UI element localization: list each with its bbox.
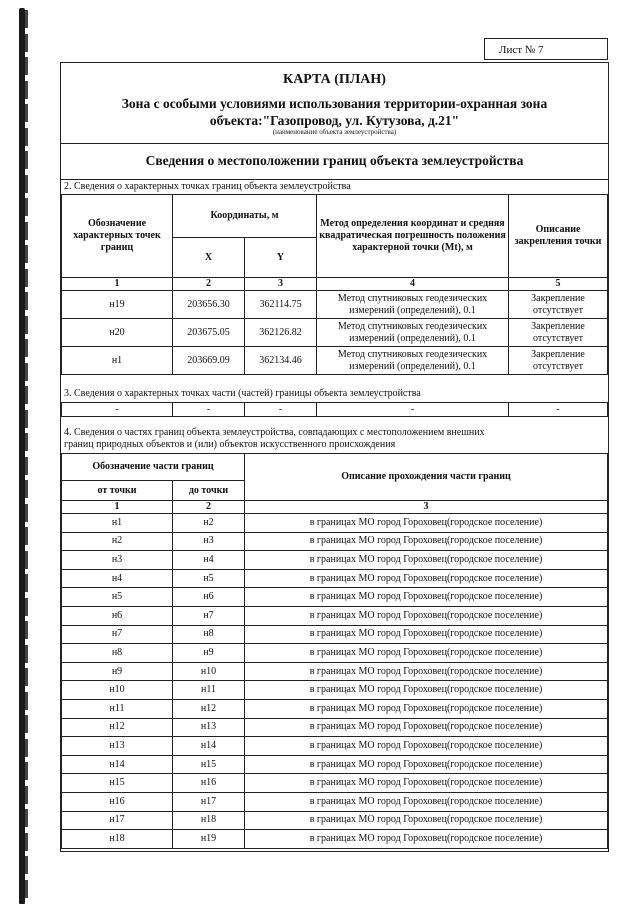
- binding-ring: [19, 361, 25, 387]
- sheet-number: Лист № 7: [484, 38, 608, 60]
- table-row: [62, 514, 608, 533]
- binding-ring: [19, 643, 25, 669]
- coord-x: 203656.30: [173, 291, 245, 319]
- boundary-points-table: [61, 194, 608, 375]
- binding-ring: [19, 243, 25, 269]
- binding-ring: [19, 267, 25, 293]
- part-description: в границах МО город Гороховец(городское поселение): [245, 830, 608, 849]
- object-caption: (наименование объекта землеустройства): [272, 128, 397, 136]
- binding-ring: [19, 79, 25, 105]
- binding-ring: [19, 878, 25, 904]
- binding-ring: [19, 314, 25, 340]
- table-row: [62, 662, 608, 681]
- from-point: н6: [62, 606, 173, 625]
- coord-x: 203669.09: [173, 347, 245, 375]
- part-description: в границах МО город Гороховец(городское поселение): [245, 699, 608, 718]
- binding-ring: [19, 760, 25, 786]
- part-description: в границах МО город Гороховец(городское поселение): [245, 737, 608, 756]
- to-point: н2: [173, 514, 245, 533]
- header-description: Описание закрепления точки: [509, 195, 608, 278]
- column-number: 3: [245, 501, 608, 514]
- binding-ring: [19, 666, 25, 692]
- table-row: [62, 718, 608, 737]
- table-row: [62, 291, 608, 319]
- header-x: X: [173, 238, 245, 278]
- table-row: [62, 644, 608, 663]
- binding-ring: [19, 619, 25, 645]
- part-points-table: [61, 402, 608, 417]
- binding-ring: [19, 102, 25, 128]
- column-number: 5: [509, 278, 608, 291]
- from-point: н17: [62, 811, 173, 830]
- binding-ring: [19, 807, 25, 833]
- part-description: в границах МО город Гороховец(городское поселение): [245, 792, 608, 811]
- part-description: в границах МО город Гороховец(городское поселение): [245, 774, 608, 793]
- binding-ring: [19, 784, 25, 810]
- table-row: [62, 699, 608, 718]
- point-name: н19: [62, 291, 173, 319]
- from-point: н2: [62, 532, 173, 551]
- binding-ring: [19, 337, 25, 363]
- coord-y: 362134.46: [245, 347, 317, 375]
- method: Метод спутниковых геодезических измерений (определений), 0.1: [317, 347, 509, 375]
- document-header: [61, 63, 608, 144]
- binding-ring: [19, 572, 25, 598]
- binding-ring: [19, 196, 25, 222]
- header-part: Обозначение части границ: [62, 454, 245, 481]
- header-coords: Координаты, м: [173, 195, 317, 238]
- header-part-description: Описание прохождения части границ: [245, 454, 608, 501]
- to-point: н18: [173, 811, 245, 830]
- part-description: в границах МО город Гороховец(городское поселение): [245, 755, 608, 774]
- from-point: н14: [62, 755, 173, 774]
- from-point: н15: [62, 774, 173, 793]
- part-description: в границах МО город Гороховец(городское поселение): [245, 606, 608, 625]
- from-point: н4: [62, 569, 173, 588]
- table-row: [62, 811, 608, 830]
- section-4-title-line-1: 4. Сведения о частях границ объекта землеустройства, совпадающих с местоположением внешних: [64, 427, 485, 438]
- empty-dash: -: [245, 403, 317, 417]
- table-row: [62, 774, 608, 793]
- binding-ring: [19, 126, 25, 152]
- part-description: в границах МО город Гороховец(городское поселение): [245, 662, 608, 681]
- from-point: н18: [62, 830, 173, 849]
- to-point: н14: [173, 737, 245, 756]
- binding-ring: [19, 525, 25, 551]
- binding-ring: [19, 384, 25, 410]
- binding-ring: [19, 55, 25, 81]
- to-point: н4: [173, 551, 245, 570]
- binding-ring: [19, 854, 25, 880]
- to-point: н13: [173, 718, 245, 737]
- to-point: н12: [173, 699, 245, 718]
- binding-ring: [19, 455, 25, 481]
- table-row: [62, 532, 608, 551]
- to-point: н10: [173, 662, 245, 681]
- part-description: в границах МО город Гороховец(городское поселение): [245, 588, 608, 607]
- zone-line-1: Зона с особыми условиями использования территории-охранная зона: [121, 96, 548, 111]
- zone-line-2: объекта:"Газопровод, ул. Кутузова, д.21": [209, 113, 460, 128]
- binding-ring: [19, 32, 25, 58]
- to-point: н5: [173, 569, 245, 588]
- column-number: 2: [173, 501, 245, 514]
- header-to: до точки: [173, 481, 245, 501]
- from-point: н13: [62, 737, 173, 756]
- part-description: в границах МО город Гороховец(городское поселение): [245, 569, 608, 588]
- to-point: н6: [173, 588, 245, 607]
- binding-ring: [19, 737, 25, 763]
- column-number: 4: [317, 278, 509, 291]
- binding-ring: [19, 478, 25, 504]
- part-description: в границах МО город Гороховец(городское поселение): [245, 551, 608, 570]
- from-point: н7: [62, 625, 173, 644]
- part-description: в границах МО город Гороховец(городское поселение): [245, 625, 608, 644]
- section-4-title-line-2: границ природных объектов и (или) объектов искусственного происхождения: [64, 439, 396, 450]
- table-row: [62, 625, 608, 644]
- table-row: [62, 737, 608, 756]
- to-point: н11: [173, 681, 245, 700]
- to-point: н15: [173, 755, 245, 774]
- table-row: [62, 347, 608, 375]
- coord-y: 362126.82: [245, 319, 317, 347]
- column-number: 1: [62, 501, 173, 514]
- binding-ring: [19, 502, 25, 528]
- binding-ring: [19, 149, 25, 175]
- from-point: н5: [62, 588, 173, 607]
- fixing-description: Закрепление отсутствует: [509, 291, 608, 319]
- table-row: [62, 606, 608, 625]
- binding-ring: [19, 8, 25, 34]
- from-point: н8: [62, 644, 173, 663]
- binding-ring: [19, 690, 25, 716]
- coord-y: 362114.75: [245, 291, 317, 319]
- binding-ring: [19, 713, 25, 739]
- from-point: н11: [62, 699, 173, 718]
- table-row: [62, 755, 608, 774]
- coord-x: 203675.05: [173, 319, 245, 347]
- binding-ring: [19, 220, 25, 246]
- section-2-title: 2. Сведения о характерных точках границ объекта землеустройства: [64, 181, 351, 192]
- header-designation: Обозначение характерных точек границ: [62, 195, 173, 278]
- from-point: н12: [62, 718, 173, 737]
- column-number: 2: [173, 278, 245, 291]
- document-frame: [60, 62, 609, 852]
- empty-dash: -: [62, 403, 173, 417]
- header-from: от точки: [62, 481, 173, 501]
- empty-dash: -: [173, 403, 245, 417]
- binding-ring: [19, 549, 25, 575]
- column-number: 1: [62, 278, 173, 291]
- from-point: н16: [62, 792, 173, 811]
- binding-ring: [19, 290, 25, 316]
- table-row: [62, 569, 608, 588]
- header-method: Метод определения координат и средняя квадратическая погрешность положения характерной точки (Mt), м: [317, 195, 509, 278]
- zone-description: [61, 95, 608, 129]
- to-point: н16: [173, 774, 245, 793]
- section-3-title: 3. Сведения о характерных точках части (частей) границы объекта землеустройства: [64, 388, 421, 399]
- from-point: н3: [62, 551, 173, 570]
- boundary-parts-table: [61, 453, 608, 849]
- empty-dash: -: [509, 403, 608, 417]
- point-name: н20: [62, 319, 173, 347]
- part-description: в границах МО город Гороховец(городское поселение): [245, 811, 608, 830]
- part-description: в границах МО город Гороховец(городское поселение): [245, 644, 608, 663]
- table-row: [62, 792, 608, 811]
- table-row: [62, 588, 608, 607]
- to-point: н7: [173, 606, 245, 625]
- part-description: в границах МО город Гороховец(городское поселение): [245, 681, 608, 700]
- document-title: КАРТА (ПЛАН): [283, 72, 386, 87]
- binding-ring: [19, 173, 25, 199]
- part-description: в границах МО город Гороховец(городское поселение): [245, 514, 608, 533]
- table-row: [62, 830, 608, 849]
- table-row: [62, 551, 608, 570]
- empty-dash: -: [317, 403, 509, 417]
- binding-ring: [19, 596, 25, 622]
- binding-ring: [19, 431, 25, 457]
- header-y: Y: [245, 238, 317, 278]
- to-point: н17: [173, 792, 245, 811]
- to-point: н19: [173, 830, 245, 849]
- part-description: в границах МО город Гороховец(городское поселение): [245, 718, 608, 737]
- binding-ring: [19, 831, 25, 857]
- method: Метод спутниковых геодезических измерений (определений), 0.1: [317, 291, 509, 319]
- from-point: н9: [62, 662, 173, 681]
- spiral-binding: [14, 0, 38, 905]
- table-row: [62, 681, 608, 700]
- method: Метод спутниковых геодезических измерений (определений), 0.1: [317, 319, 509, 347]
- point-name: н1: [62, 347, 173, 375]
- section-title: Сведения о местоположении границ объекта землеустройства: [61, 143, 608, 180]
- fixing-description: Закрепление отсутствует: [509, 347, 608, 375]
- to-point: н3: [173, 532, 245, 551]
- binding-ring: [19, 408, 25, 434]
- fixing-description: Закрепление отсутствует: [509, 319, 608, 347]
- from-point: н1: [62, 514, 173, 533]
- to-point: н9: [173, 644, 245, 663]
- section-4-title: [64, 427, 604, 451]
- to-point: н8: [173, 625, 245, 644]
- from-point: н10: [62, 681, 173, 700]
- part-description: в границах МО город Гороховец(городское поселение): [245, 532, 608, 551]
- table-row: [62, 319, 608, 347]
- column-number: 3: [245, 278, 317, 291]
